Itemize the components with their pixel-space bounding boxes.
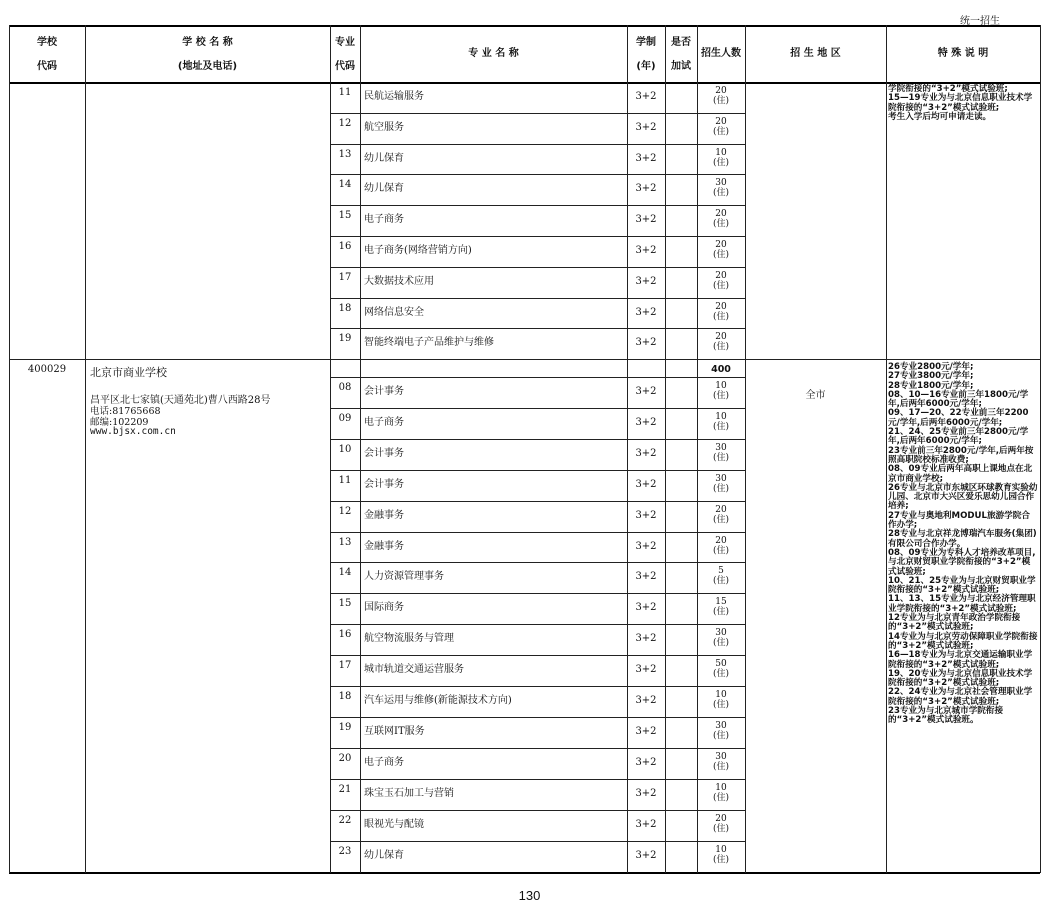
major-code: 15 <box>338 598 352 610</box>
enroll-unit: (住) <box>712 607 730 618</box>
enroll-count: 20 <box>715 813 727 824</box>
enroll-count: 5 <box>718 566 724 577</box>
header-duration-2: (年) <box>636 61 656 72</box>
header-notes: 特 殊 说 明 <box>937 48 989 59</box>
duration: 3+2 <box>635 602 657 614</box>
enroll-count: 10 <box>715 381 727 391</box>
enroll-unit: (住) <box>712 792 730 803</box>
enroll-count: 30 <box>715 442 727 453</box>
major-code: 19 <box>338 333 352 345</box>
enroll-unit: (住) <box>712 854 730 865</box>
enroll-unit: (住) <box>712 219 730 230</box>
duration: 3+2 <box>635 849 657 861</box>
duration: 3+2 <box>635 416 657 428</box>
header-school-name-1: 学 校 名 称 <box>182 37 233 48</box>
major-name: 幼儿保育 <box>364 152 404 164</box>
enroll-unit: (住) <box>712 96 730 106</box>
major-name: 人力资源管理事务 <box>364 571 444 583</box>
enroll-count: 20 <box>715 504 727 515</box>
school-phone: 电话:81765668 <box>90 406 161 417</box>
duration: 3+2 <box>635 633 657 645</box>
duration: 3+2 <box>635 306 657 318</box>
major-name: 民航运输服务 <box>364 91 424 102</box>
duration: 3+2 <box>635 337 657 349</box>
duration: 3+2 <box>635 447 657 459</box>
major-code: 10 <box>338 443 352 455</box>
duration: 3+2 <box>635 478 657 490</box>
enroll-count: 20 <box>715 332 727 343</box>
major-code: 12 <box>338 505 352 517</box>
enroll-unit: (住) <box>712 157 730 168</box>
major-code: 13 <box>338 536 352 548</box>
duration: 3+2 <box>635 121 657 133</box>
enroll-unit: (住) <box>712 576 730 587</box>
school-address: 昌平区北七家镇(天通苑北)曹八西路28号 <box>90 395 271 406</box>
header-school-name-2: (地址及电话) <box>177 61 238 72</box>
duration: 3+2 <box>635 509 657 521</box>
enroll-count: 30 <box>715 178 727 189</box>
header-major-name: 专 业 名 称 <box>468 48 519 59</box>
school-region: 全市 <box>805 390 826 401</box>
major-code: 18 <box>338 302 352 314</box>
header-duration-1: 学制 <box>636 37 656 48</box>
major-name: 网络信息安全 <box>364 306 424 318</box>
enroll-count: 20 <box>715 301 727 312</box>
enroll-unit: (住) <box>712 391 730 401</box>
enroll-count: 50 <box>715 659 727 670</box>
major-name: 幼儿保育 <box>364 849 404 861</box>
header-region: 招 生 地 区 <box>790 48 841 59</box>
enroll-unit: (住) <box>712 342 730 353</box>
major-name: 航空物流服务与管理 <box>364 633 454 645</box>
duration: 3+2 <box>635 756 657 768</box>
major-name: 金融事务 <box>364 509 404 521</box>
duration: 3+2 <box>635 540 657 552</box>
enroll-unit: (住) <box>712 250 730 260</box>
enroll-unit: (住) <box>712 700 730 710</box>
enroll-count: 10 <box>715 782 727 793</box>
enroll-count: 20 <box>715 86 727 96</box>
enroll-count: 10 <box>715 147 727 158</box>
major-code: 17 <box>338 660 352 672</box>
section2-note: 26专业2800元/学年; 27专业3800元/学年; 28专业1800元/学年; 08、10—16专业前三年1800元/学年,后两年6000元/学年; 09、17—20、22专业前三年2200元/学年,后两年6000元/学年; 21、24、25专业前三年2800元/学年,后两年6000元/学年; 23专业前三年2800元/学年,后两年按照高职院校标准收费; 08、09专业后两年高职上课地点在北京市商业学校; 26专业与北京市东城区环球教育实验幼儿园、北京市大兴区爱乐思幼儿园合作培养; 27专业与奥地利MODUL旅游学院合作办学; 28专业与北京祥龙博瑞汽车服务(集团)有限公司合作办学。 08、09专业为专科人才培养改革项目,与北京财贸职业学院衔接的“3+2”模式试验班; 10、21、25专业为与北京财贸职业学院衔接的“3+2”模式试验班; 11、13、15专业为与北京经济管理职业学院衔接的“3+2”模式试验班; 12专业为与北京青年政治学院衔接的“3+2”模式试验班; 14专业为与北京劳动保障职业学院衔接的“3+2”模式试验班; 16—18专业为与北京交通运输职业学院衔接的“3+2”模式试验班; 19、20专业为与北京信息职业技术学院衔接的“3+2”模式试验班; 22、24专业为与北京社会管理职业学院衔接的“3+2”模式试验班; 23专业为与北京城市学院衔接的“3+2”模式试验班。 <box>888 362 1038 726</box>
major-name: 会计事务 <box>364 478 404 490</box>
enroll-count: 30 <box>715 751 727 762</box>
enroll-unit: (住) <box>712 638 730 649</box>
major-name: 大数据技术应用 <box>364 275 434 287</box>
major-code: 19 <box>338 721 352 733</box>
duration: 3+2 <box>635 214 657 226</box>
enroll-unit: (住) <box>712 188 730 199</box>
major-name: 金融事务 <box>364 540 404 552</box>
enroll-unit: (住) <box>712 823 730 834</box>
duration: 3+2 <box>635 245 657 256</box>
major-code: 11 <box>338 474 352 486</box>
major-name: 珠宝玉石加工与营销 <box>364 787 454 799</box>
enroll-unit: (住) <box>712 514 730 525</box>
enroll-count: 30 <box>715 720 727 731</box>
major-name: 电子商务 <box>364 416 404 428</box>
duration: 3+2 <box>635 386 657 397</box>
major-code: 12 <box>338 117 352 129</box>
header-extra-test-2: 加试 <box>671 61 691 72</box>
major-code: 11 <box>338 87 352 98</box>
major-name: 城市轨道交通运营服务 <box>364 664 464 676</box>
major-code: 20 <box>338 752 352 764</box>
major-code: 16 <box>338 629 352 641</box>
enroll-unit: (住) <box>712 311 730 322</box>
major-name: 幼儿保育 <box>364 183 404 195</box>
enroll-count: 10 <box>715 690 727 700</box>
major-code: 13 <box>338 148 352 160</box>
header-school-code-2: 代码 <box>37 61 57 72</box>
enroll-count: 20 <box>715 240 727 250</box>
duration: 3+2 <box>635 183 657 195</box>
enroll-unit: (住) <box>712 761 730 772</box>
enroll-count: 10 <box>715 411 727 422</box>
major-name: 电子商务 <box>364 214 404 226</box>
duration: 3+2 <box>635 818 657 830</box>
duration: 3+2 <box>635 571 657 583</box>
top-tag: 统一招生 <box>960 16 1000 27</box>
major-code: 17 <box>338 271 352 283</box>
enroll-count: 15 <box>715 597 727 608</box>
enroll-count: 30 <box>715 628 727 639</box>
header-school-code-1: 学校 <box>37 37 57 48</box>
major-code: 08 <box>338 382 352 393</box>
enroll-unit: (住) <box>712 126 730 137</box>
enroll-unit: (住) <box>712 483 730 494</box>
duration: 3+2 <box>635 91 657 102</box>
header-extra-test-1: 是否 <box>671 37 691 48</box>
enroll-count: 20 <box>715 116 727 127</box>
major-name: 电子商务 <box>364 756 404 768</box>
school-postcode: 邮编:102209 <box>90 417 149 428</box>
major-code: 09 <box>338 412 352 424</box>
major-code: 15 <box>338 210 352 222</box>
enroll-unit: (住) <box>712 280 730 291</box>
header-major-code-1: 专业 <box>335 37 355 48</box>
major-code: 22 <box>338 814 352 826</box>
duration: 3+2 <box>635 725 657 737</box>
page-number: 130 <box>518 888 541 903</box>
school-total: 400 <box>711 364 731 375</box>
major-name: 国际商务 <box>364 602 404 614</box>
duration: 3+2 <box>635 275 657 287</box>
major-code: 14 <box>338 567 352 579</box>
school-code: 400029 <box>27 364 67 375</box>
duration: 3+2 <box>635 695 657 706</box>
major-code: 21 <box>338 783 352 795</box>
header-enrollment: 招生人数 <box>701 48 741 59</box>
enroll-count: 20 <box>715 270 727 281</box>
enroll-unit: (住) <box>712 545 730 556</box>
duration: 3+2 <box>635 787 657 799</box>
enroll-count: 20 <box>715 535 727 546</box>
duration: 3+2 <box>635 152 657 164</box>
enroll-unit: (住) <box>712 730 730 741</box>
enroll-count: 20 <box>715 209 727 220</box>
major-code: 16 <box>338 241 352 252</box>
enroll-count: 30 <box>715 473 727 484</box>
major-name: 航空服务 <box>364 121 404 133</box>
major-name: 智能终端电子产品维护与维修 <box>364 337 494 349</box>
duration: 3+2 <box>635 664 657 676</box>
enroll-count: 10 <box>715 844 727 855</box>
enroll-unit: (住) <box>712 452 730 463</box>
major-name: 电子商务(网络营销方向) <box>364 245 472 256</box>
major-name: 眼视光与配镜 <box>364 818 424 830</box>
major-name: 互联网IT服务 <box>364 725 425 737</box>
enroll-unit: (住) <box>712 421 730 432</box>
enroll-unit: (住) <box>712 669 730 680</box>
section1-note: 学院衔接的“3+2”模式试验班; 15—19专业为与北京信息职业技术学院衔接的“3+2”模式试验班; 考生入学后均可申请走读。 <box>888 84 1033 122</box>
school-name: 北京市商业学校 <box>90 366 167 379</box>
major-name: 会计事务 <box>364 386 404 397</box>
major-code: 23 <box>338 845 352 857</box>
header-major-code-2: 代码 <box>335 61 355 72</box>
school-website: www.bjsx.com.cn <box>90 426 176 437</box>
major-name: 汽车运用与维修(新能源技术方向) <box>364 695 512 706</box>
major-name: 会计事务 <box>364 447 404 459</box>
major-code: 18 <box>338 691 352 702</box>
major-code: 14 <box>338 179 352 191</box>
